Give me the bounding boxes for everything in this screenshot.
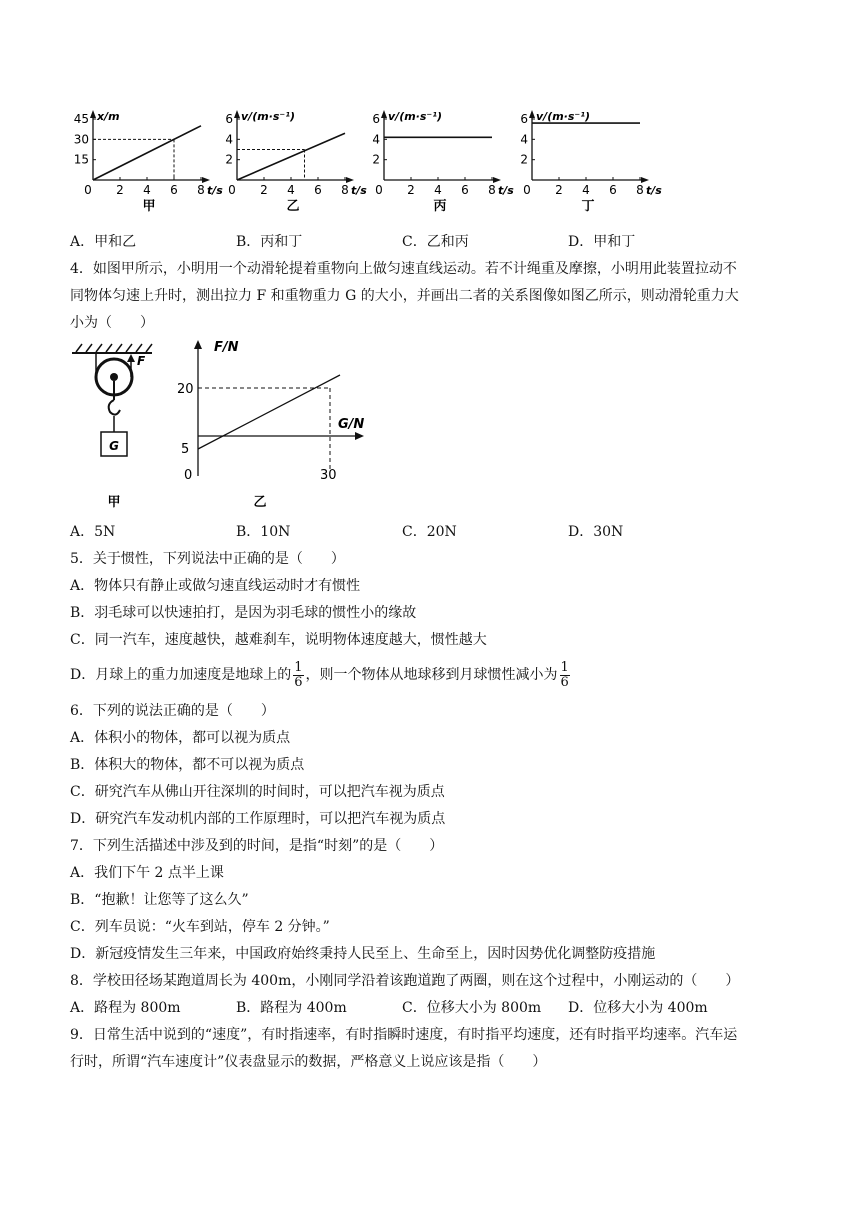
y-tick-label: 6 [520, 112, 528, 126]
fraction-denominator-2: 6 [560, 674, 569, 690]
y-tick-label: 4 [225, 132, 233, 147]
q4-option-c[interactable]: C．20N [402, 524, 457, 540]
q7-option-b[interactable]: B．“抱歉！让您等了这么久” [70, 892, 249, 908]
x-tick-label: 8 [341, 183, 349, 197]
x-tick-label: 0 [375, 183, 383, 197]
y-tick-label: 15 [73, 152, 89, 167]
fraction-one-sixth-2 [560, 661, 570, 690]
q3-option-a[interactable]: A．甲和乙 [70, 234, 137, 250]
q8-option-b[interactable]: B．路程为 400m [236, 1000, 347, 1016]
x-tick-label: 6 [170, 183, 178, 197]
fraction-numerator-2: 1 [560, 659, 569, 675]
x-tick-label: 4 [287, 183, 295, 197]
x-tick-label: 6 [461, 183, 469, 197]
y-tick-label: 45 [73, 112, 89, 126]
q3-graph-1 [74, 110, 224, 214]
x-tick-label: 6 [314, 183, 322, 197]
fraction-one-sixth [293, 661, 303, 690]
fg-tick-20: 20 [177, 382, 194, 397]
q4-fg-graph [170, 336, 370, 511]
q8-stem: 8．学校田径场某跑道周长为 400m，小刚同学沿着该跑道跑了两圈，则在这个过程中，小刚运动的（ ） [70, 973, 740, 989]
y-tick-label: 6 [225, 112, 233, 126]
graph-series-line [93, 126, 201, 180]
q7-option-d[interactable]: D．新冠疫情发生三年来，中国政府始终秉持人民至上、生命至上，因时因势优化调整防疫措施 [70, 946, 656, 962]
x-tick-label: 0 [84, 183, 92, 197]
graph-ylabel: v/(m·s⁻¹) [241, 110, 296, 123]
q6-option-b[interactable]: B．体积大的物体，都不可以视为质点 [70, 757, 305, 773]
q4-option-a[interactable]: A．5N [70, 524, 116, 540]
graph-caption: 丙 [433, 199, 447, 214]
q4-stem-line1: 4．如图甲所示，小明用一个动滑轮提着重物向上做匀速直线运动。若不计绳重及摩擦，小明用此装置拉动不 [70, 261, 737, 277]
weight-label: G [109, 439, 119, 453]
q6-stem: 6．下列的说法正确的是（ ） [70, 703, 275, 719]
q3-graph-3 [372, 110, 514, 214]
q5-d-text1: D．月球上的重力加速度是地球上的 [70, 667, 292, 683]
q4-stem-line2: 同物体匀速上升时，测出拉力 F 和重物重力 G 的大小，并画出二者的关系图像如图乙所示，则动滑轮重力大 [70, 288, 739, 304]
q7-option-a[interactable]: A．我们下午 2 点半上课 [70, 865, 224, 881]
y-tick-label: 6 [372, 112, 380, 126]
q5-option-c[interactable]: C．同一汽车，速度越快，越难刹车，说明物体速度越大，惯性越大 [70, 632, 487, 648]
x-tick-label: 2 [407, 183, 415, 197]
fraction-denominator: 6 [294, 674, 303, 690]
q4-option-d[interactable]: D．30N [568, 524, 624, 540]
x-tick-label: 0 [228, 183, 236, 197]
q5-stem: 5．关于惯性，下列说法中正确的是（ ） [70, 551, 345, 567]
y-tick-label: 2 [520, 152, 528, 167]
q3-graphs-figure [0, 0, 860, 225]
x-tick-label: 8 [488, 183, 496, 197]
q4-option-b[interactable]: B．10N [236, 524, 291, 540]
x-tick-label: 4 [143, 183, 151, 197]
x-tick-label: 2 [260, 183, 268, 197]
y-axis-arrow [234, 110, 240, 118]
q3-graph-2 [225, 110, 367, 214]
x-tick-label: 8 [197, 183, 205, 197]
fg-tick-0: 0 [184, 468, 193, 483]
y-tick-label: 4 [372, 132, 380, 147]
fg-xlabel: G/N [338, 417, 365, 432]
q9-stem-line2: 行时，所谓“汽车速度计”仪表盘显示的数据，严格意义上说应该是指（ ） [70, 1054, 547, 1070]
q5-option-b[interactable]: B．羽毛球可以快速拍打，是因为羽毛球的惯性小的缘故 [70, 605, 417, 621]
q6-option-d[interactable]: D．研究汽车发动机内部的工作原理时，可以把汽车视为质点 [70, 811, 446, 827]
graph-ylabel: v/(m·s⁻¹) [388, 110, 443, 123]
graph-series-line [237, 133, 345, 180]
x-tick-label: 8 [636, 183, 644, 197]
graph-xlabel: t/s [207, 184, 223, 197]
q7-stem: 7．下列生活描述中涉及到的时间，是指“时刻”的是（ ） [70, 838, 444, 854]
force-label: F [137, 354, 146, 368]
x-tick-label: 4 [434, 183, 442, 197]
fg-tick-30: 30 [320, 468, 337, 483]
y-axis-arrow [90, 110, 96, 118]
graph-xlabel: t/s [646, 184, 662, 197]
graph-ylabel: v/(m·s⁻¹) [536, 110, 591, 123]
graph-xlabel: t/s [351, 184, 367, 197]
q9-stem-line1: 9．日常生活中说到的“速度”，有时指速率，有时指瞬时速度，有时指平均速度，还有时指平均速率。汽车运 [70, 1027, 738, 1043]
q8-option-c[interactable]: C．位移大小为 800m [402, 1000, 542, 1016]
graph-caption: 乙 [286, 199, 300, 214]
q5-option-a[interactable]: A．物体只有静止或做匀速直线运动时才有惯性 [70, 578, 361, 594]
y-tick-label: 2 [225, 152, 233, 167]
q3-option-d[interactable]: D．甲和丁 [568, 234, 636, 250]
graph-xlabel: t/s [498, 184, 514, 197]
figure-yi-caption: 乙 [253, 495, 267, 510]
y-tick-label: 4 [520, 132, 528, 147]
fg-line [198, 375, 340, 449]
y-axis-arrow [381, 110, 387, 118]
q8-option-d[interactable]: D．位移大小为 400m [568, 1000, 708, 1016]
y-tick-label: 30 [73, 132, 89, 147]
q3-graph-4 [520, 110, 662, 214]
y-tick-label: 2 [372, 152, 380, 167]
graph-caption: 甲 [142, 199, 156, 214]
q3-option-b[interactable]: B．丙和丁 [236, 234, 303, 250]
q6-option-c[interactable]: C．研究汽车从佛山开往深圳的时间时，可以把汽车视为质点 [70, 784, 445, 800]
x-tick-label: 0 [523, 183, 531, 197]
q5-d-text2: ，则一个物体从地球移到月球惯性减小为 [305, 667, 558, 683]
q7-option-c[interactable]: C．列车员说：“火车到站，停车 2 分钟。” [70, 919, 330, 935]
fg-tick-5: 5 [181, 442, 190, 457]
x-tick-label: 2 [555, 183, 563, 197]
graph-caption: 丁 [581, 199, 595, 214]
x-tick-label: 6 [609, 183, 617, 197]
q8-option-a[interactable]: A．路程为 800m [70, 1000, 181, 1016]
q5-option-d[interactable] [70, 656, 572, 694]
q6-option-a[interactable]: A．体积小的物体，都可以视为质点 [70, 730, 291, 746]
fg-ylabel: F/N [214, 340, 239, 355]
fraction-numerator: 1 [294, 659, 303, 675]
q3-option-c[interactable]: C．乙和丙 [402, 234, 469, 250]
q4-stem-line3: 小为（ ） [70, 315, 154, 331]
figure-jia-caption: 甲 [107, 495, 121, 510]
x-tick-label: 2 [116, 183, 124, 197]
graph-ylabel: x/m [97, 110, 120, 123]
y-axis-arrow [529, 110, 535, 118]
q4-pulley-figure [70, 340, 170, 510]
x-tick-label: 4 [582, 183, 590, 197]
